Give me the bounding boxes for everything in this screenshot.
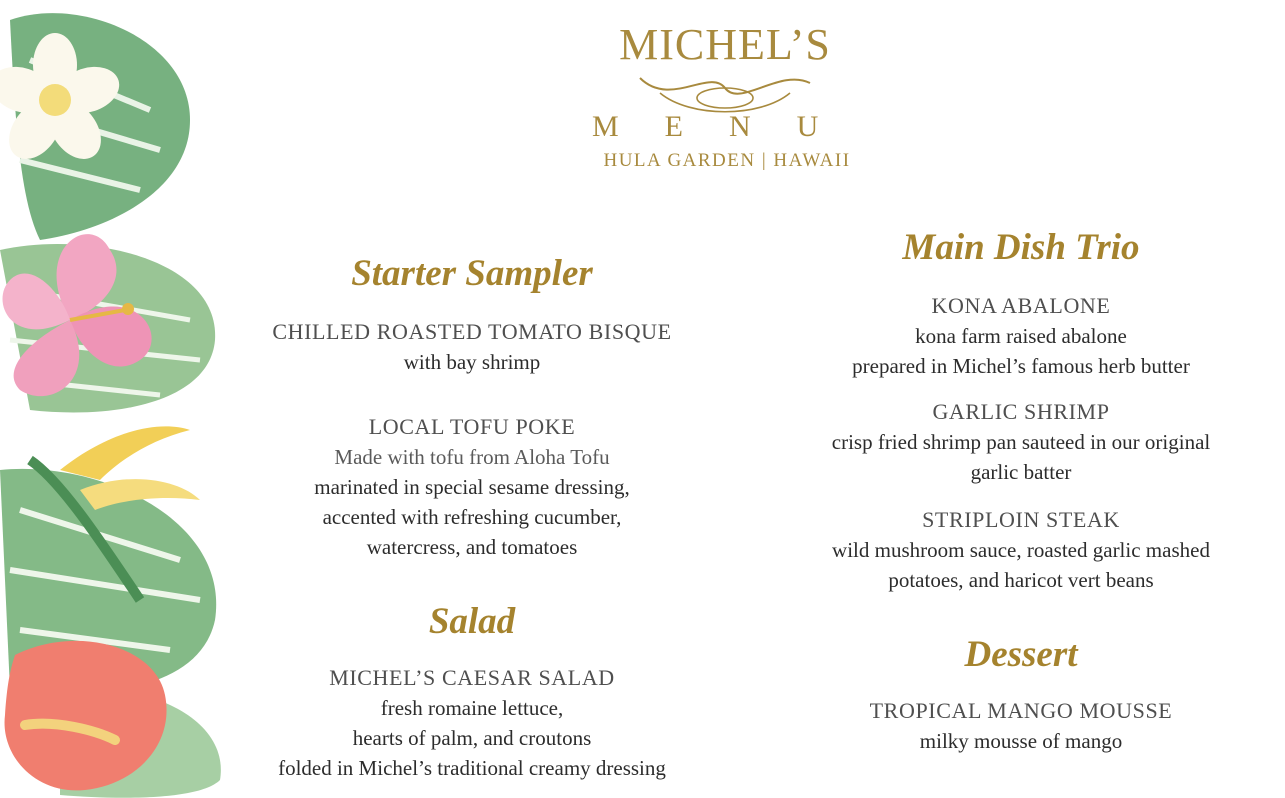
- dish-description: folded in Michel’s traditional creamy dressing: [278, 756, 666, 780]
- dish-description: crisp fried shrimp pan sauteed in our original: [831, 430, 1211, 454]
- dish-description: fresh romaine lettuce,: [380, 696, 564, 720]
- main-section: [778, 226, 1264, 270]
- menu-item: [778, 291, 1264, 381]
- menu-item: [232, 663, 712, 783]
- dish-description: wild mushroom sauce, roasted garlic mashed: [832, 538, 1210, 562]
- location-subtitle: HULA GARDEN | HAWAII: [603, 150, 851, 171]
- dish-name: STRIPLOIN STEAK: [922, 507, 1120, 532]
- menu-heading: MENU: [592, 110, 865, 143]
- section-title-salad: Salad: [428, 601, 516, 642]
- dish-name: GARLIC SHRIMP: [932, 399, 1110, 424]
- section-title-dessert: Dessert: [964, 634, 1078, 675]
- dish-description: prepared in Michel’s famous herb butter: [852, 354, 1190, 378]
- dish-description: Made with tofu from Aloha Tofu: [334, 445, 610, 469]
- menu-item: [232, 412, 712, 562]
- dish-name: LOCAL TOFU POKE: [368, 414, 576, 439]
- logo-text: MICHEL’S: [619, 20, 831, 69]
- salad-section: [232, 600, 712, 644]
- menu-item: [778, 696, 1264, 756]
- dish-name: MICHEL’S CAESAR SALAD: [329, 665, 615, 690]
- menu-item: [778, 397, 1264, 487]
- dish-description: garlic batter: [970, 460, 1072, 484]
- section-title-starter: Starter Sampler: [351, 253, 593, 294]
- floral-border: [0, 0, 235, 798]
- dessert-section: [778, 633, 1264, 677]
- dish-description: accented with refreshing cucumber,: [322, 505, 622, 529]
- menu-item: [778, 505, 1264, 595]
- dish-description: kona farm raised abalone: [915, 324, 1127, 348]
- dish-name: KONA ABALONE: [931, 293, 1111, 318]
- dish-name: TROPICAL MANGO MOUSSE: [869, 698, 1173, 723]
- menu-item: [232, 317, 712, 377]
- dish-description: watercress, and tomatoes: [366, 535, 578, 559]
- dish-description: milky mousse of mango: [919, 729, 1123, 753]
- dish-name: CHILLED ROASTED TOMATO BISQUE: [272, 319, 672, 344]
- dish-description: hearts of palm, and croutons: [352, 726, 592, 750]
- restaurant-logo: [600, 20, 850, 102]
- dish-description: marinated in special sesame dressing,: [314, 475, 630, 499]
- dish-description: potatoes, and haricot vert beans: [888, 568, 1154, 592]
- starter-section: [232, 252, 712, 296]
- dish-description: with bay shrimp: [403, 350, 541, 374]
- section-title-main: Main Dish Trio: [902, 227, 1140, 268]
